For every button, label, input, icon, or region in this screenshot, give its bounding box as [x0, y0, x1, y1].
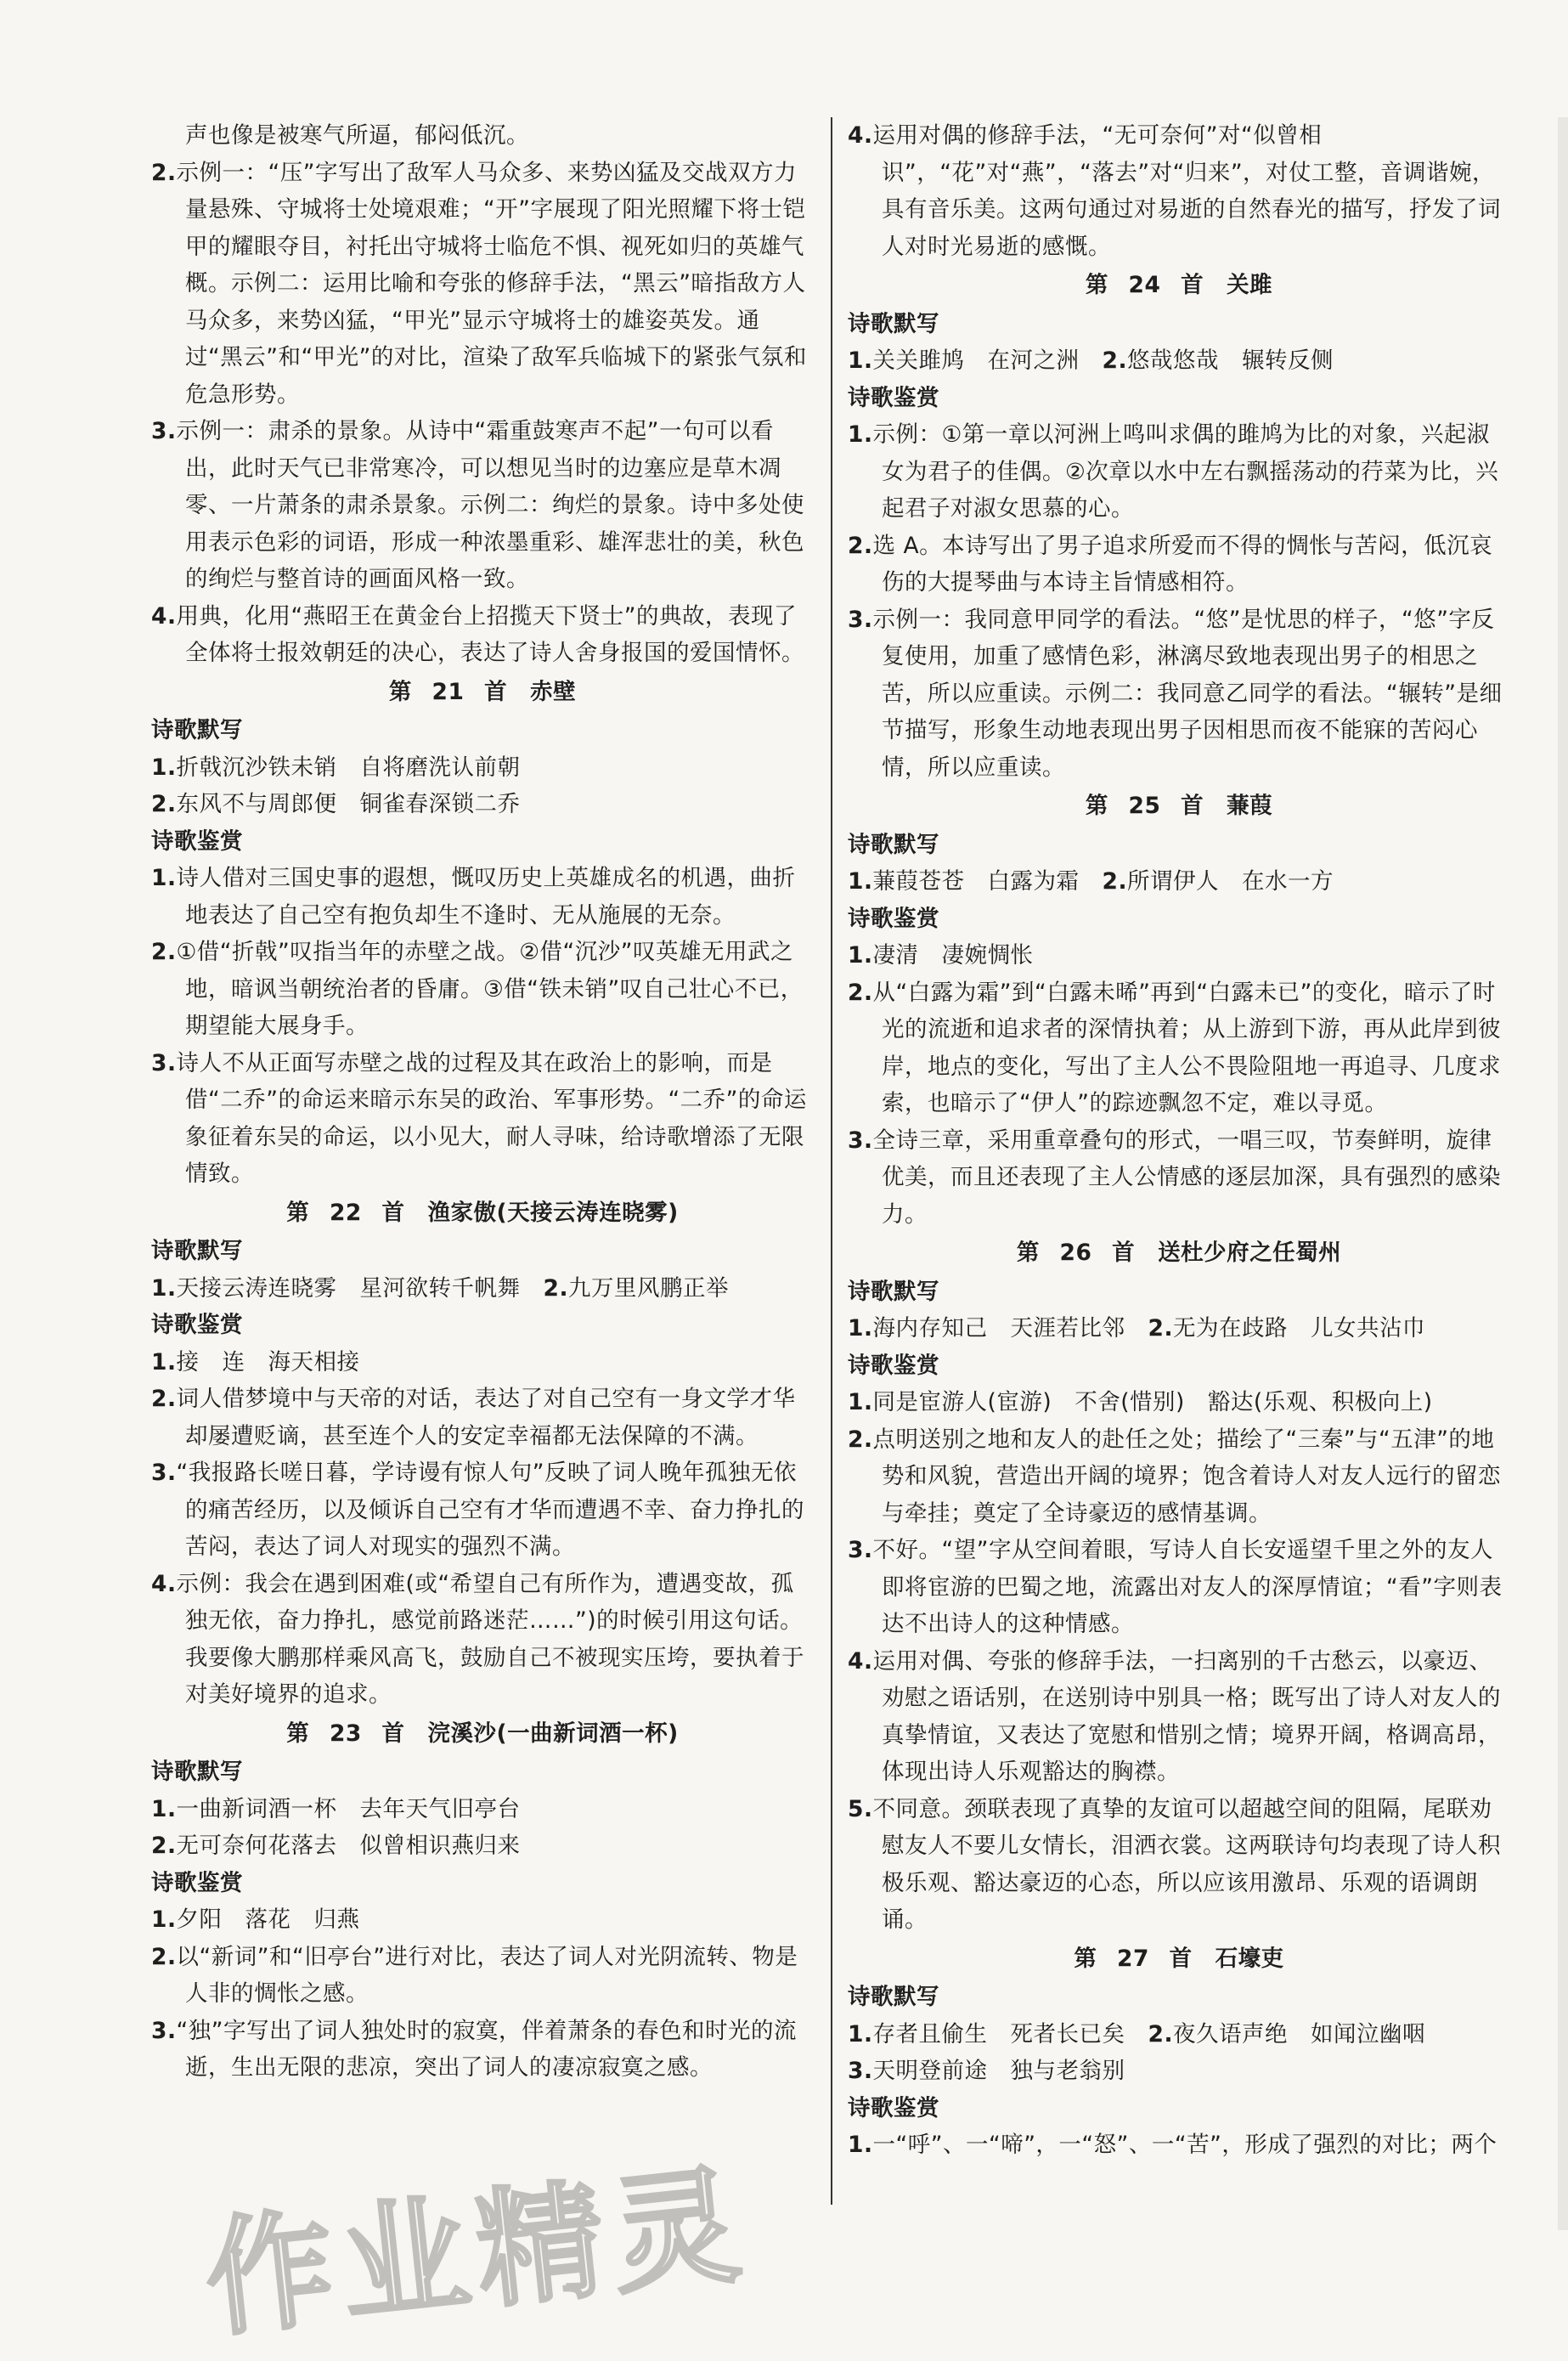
write-item [151, 1270, 814, 1308]
item-number: 1. [848, 347, 873, 374]
item-text: 示例一：我同意甲同学的看法。“悠”是忧思的样子，“悠”字反复使用，加重了感情色彩，淋漓尽致地表现出男子的相思之苦，所以应重读。示例二：我同意乙同学的看法。“辗转”是细节描写，形象生动地表现出男子因相思而夜不能寐的苦闷心情，所以应重读。 [872, 606, 1503, 781]
column-divider [831, 117, 832, 2205]
answer-item [151, 860, 814, 934]
answer-item [848, 602, 1510, 787]
item-text: 天明登前途 独与老翁别 [872, 2058, 1125, 2084]
poem-23-write-label: 诗歌默写 [151, 1759, 243, 1785]
answer-item [848, 1532, 1510, 1643]
item-number: 3. [848, 2058, 873, 2084]
poem-23-title: 第 23 首 浣溪沙(一曲新词酒一杯) [286, 1720, 679, 1747]
poem-22-section [151, 1195, 814, 1714]
item-number: 4. [848, 1647, 873, 1675]
item-text: 用典，化用“燕昭王在黄金台上招揽天下贤士”的典故，表现了全体将士报效朝廷的决心，表达了诗人舍身报国的爱国情怀。 [176, 602, 804, 666]
poem-21-write-label: 诗歌默写 [151, 717, 243, 743]
poem-23-continued [848, 117, 1510, 265]
item-text: 运用对偶的修辞手法，“无可奈何”对“似曾相识”，“花”对“燕”，“落去”对“归来”，对仗工整，音调谐婉，具有音乐美。这两句通过对易逝的自然春光的描写，抒发了词人对时光易逝的感慨。 [872, 122, 1501, 260]
item-number: 1. [151, 865, 177, 891]
poem-24-section [848, 267, 1510, 786]
item-number: 1. [848, 2020, 873, 2048]
item-number: 2. [151, 1386, 177, 1412]
item-number: 2. [151, 939, 177, 965]
item-text: 所谓伊人 在水一方 [1127, 868, 1334, 895]
item-number: 4. [151, 1570, 177, 1597]
poem-21-section [151, 674, 814, 1193]
answer-item [848, 1122, 1510, 1234]
item-number: 4. [848, 122, 873, 149]
answer-item [151, 155, 814, 414]
item-number: 2. [1102, 868, 1128, 895]
poem-23-section [151, 1715, 814, 2087]
poem-27-title: 第 27 首 石壕吏 [1074, 1945, 1284, 1972]
item-text: 不好。“望”字从空间着眼，写诗人自长安遥望千里之外的友人即将宦游的巴蜀之地，流露出对友人的深厚情谊；“看”字则表达不出诗人的这种情感。 [872, 1537, 1503, 1637]
poem-23-appr-items [151, 1901, 814, 2087]
item-number: 2. [151, 1943, 177, 1970]
answer-item [151, 2013, 814, 2087]
write-item [848, 342, 1510, 380]
poem-21-appr-items [151, 860, 814, 1193]
item-number: 1. [848, 942, 873, 969]
write-item [151, 1827, 814, 1865]
item-text: 东风不与周郎便 铜雀春深锁二乔 [176, 791, 521, 817]
item-number: 3. [848, 1537, 873, 1563]
item-text: 蒹葭苍苍 白露为霜 [872, 868, 1103, 895]
poem-27-section [848, 1940, 1510, 2164]
item-text: 从“白露为霜”到“白露未晞”再到“白露未已”的变化，暗示了时光的流逝和追求者的深情执着；从上游到下游，再从此岸到彼岸，地点的变化，写出了主人公不畏险阻地一再追寻、几度求索，也暗示了“伊人”的踪迹飘忽不定，难以寻觅。 [872, 979, 1501, 1116]
poem-25-title: 第 25 首 蒹葭 [1085, 793, 1273, 819]
next-page-edge [1558, 117, 1568, 2230]
item-text: 示例一：肃杀的景象。从诗中“霜重鼓寒声不起”一句可以看出，此时天气已非常寒冷，可以想见当时的边塞应是草木凋零、一片萧条的肃杀景象。示例二：绚烂的景象。诗中多处使用表示色彩的词语，形成一种浓墨重彩、雄浑悲壮的美，秋色的绚烂与整首诗的画面风格一致。 [176, 418, 804, 592]
poem-27-appr-items [848, 2127, 1510, 2164]
poem-21-write-items [151, 749, 814, 823]
item-text: 存者且偷生 死者长已矣 [872, 2020, 1148, 2048]
item-text: 示例一：“压”字写出了敌军人马众多、来势凶猛及交战双方力量悬殊、守城将士处境艰难；“开”字展现了阳光照耀下将士铠甲的耀眼夺目，衬托出守城将士临危不惧、视死如归的英雄气概。示例二：运用比喻和夸张的修辞手法，“黑云”暗指敌方人马众多，来势凶猛，“甲光”显示守城将士的雄姿英发。通过“黑云”和“甲光”的对比，渲染了敌军兵临城下的紧张气氛和危急形势。 [176, 159, 807, 408]
answer-item [848, 1421, 1510, 1533]
poem-25-section [848, 788, 1510, 1233]
item-text: 夜久语声绝 如闻泣幽咽 [1173, 2020, 1426, 2048]
item-text: ①借“折戟”叹指当年的赤壁之战。②借“沉沙”叹英雄无用武之地，暗讽当朝统治者的昏庸。③借“铁未销”叹自己壮心不已，期望能大展身手。 [176, 939, 804, 1039]
item-text: 一曲新词酒一杯 去年天气旧亭台 [176, 1795, 521, 1822]
item-number: 3. [151, 1460, 177, 1486]
poem-23-write-items [151, 1791, 814, 1865]
item-number: 2. [151, 159, 177, 186]
poem-21-appr-label: 诗歌鉴赏 [151, 827, 243, 855]
item-text: “我报路长嗟日暮，学诗谩有惊人句”反映了词人晚年孤独无依的痛苦经历，以及倾诉自己空有才华而遭遇不幸、奋力挣扎的苦闷，表达了词人对现实的强烈不满。 [176, 1460, 804, 1560]
item-number: 1. [151, 1348, 177, 1375]
item-number: 1. [151, 754, 177, 781]
write-item [151, 749, 814, 787]
left-column [151, 117, 814, 2230]
item-text: 接 连 海天相接 [176, 1348, 360, 1375]
answer-item [848, 1643, 1510, 1791]
item-number: 2. [848, 1426, 873, 1453]
answer-item [151, 1381, 814, 1454]
poem-24-write-items [848, 342, 1510, 380]
right-column [848, 117, 1510, 2230]
answer-item [151, 1566, 814, 1714]
item-text: 关关雎鸠 在河之洲 [872, 347, 1103, 374]
answer-item [151, 934, 814, 1045]
answer-item [848, 117, 1510, 265]
item-text: 夕阳 落花 归燕 [176, 1906, 360, 1933]
watermark-logo: 作业精灵 [198, 2149, 755, 2355]
item-number: 2. [1148, 2020, 1174, 2048]
write-item [848, 1310, 1510, 1347]
item-text: 凄清 凄婉惆怅 [872, 942, 1034, 969]
item-text: 不同意。颈联表现了真挚的友谊可以超越空间的阻隔，尾联劝慰友人不要儿女情长，泪洒衣裳。这两联诗句均表现了诗人积极乐观、豁达豪迈的心态，所以应该用激昂、乐观的语调朗诵。 [872, 1795, 1501, 1933]
item-text: 一“呼”、一“啼”，一“怒”、一“苦”，形成了强烈的对比；两个 [872, 2132, 1497, 2158]
poem-26-appr-items [848, 1384, 1510, 1939]
item-text: 词人借梦境中与天帝的对话，表达了对自己空有一身文学才华却屡遭贬谪，甚至连个人的安定幸福都无法保障的不满。 [176, 1386, 796, 1449]
poem-20-answers [151, 155, 814, 672]
answer-item [848, 974, 1510, 1122]
item-number: 1. [848, 2132, 873, 2158]
item-number: 1. [151, 1274, 177, 1302]
answer-item [848, 528, 1510, 602]
item-number: 2. [543, 1274, 569, 1302]
item-text: 悠哉悠哉 辗转反侧 [1127, 347, 1334, 374]
poem-25-write-label: 诗歌默写 [848, 831, 939, 858]
item-number: 4. [151, 602, 177, 630]
answer-item [848, 2127, 1510, 2164]
item-text: 示例：我会在遇到困难(或“希望自己有所作为，遭遇变故，孤独无依，奋力挣扎，感觉前路迷茫……”)的时候引用这句话。我要像大鹏那样乘风高飞，鼓励自己不被现实压垮，要执着于对美好境界的追求。 [176, 1570, 804, 1708]
item-number: 3. [848, 1127, 873, 1154]
poem-26-title: 第 26 首 送杜少府之任蜀州 [1016, 1240, 1342, 1266]
item-text: 九万里风鹏正举 [568, 1274, 730, 1302]
poem-25-write-items [848, 863, 1510, 901]
item-text: 无可奈何花落去 似曾相识燕归来 [176, 1833, 521, 1859]
answer-item [151, 1344, 814, 1381]
poem-26-appr-label: 诗歌鉴赏 [848, 1352, 939, 1379]
item-number: 3. [151, 418, 177, 444]
item-text: 天接云涛连晓雾 星河欲转千帆舞 [176, 1274, 544, 1302]
item-text: 选 A。本诗写出了男子追求所爱而不得的惆怅与苦闷，低沉哀伤的大提琴曲与本诗主旨情感相符。 [872, 532, 1493, 596]
item-number: 1. [848, 1315, 873, 1341]
poem-25-appr-label: 诗歌鉴赏 [848, 905, 939, 932]
item-number: 1. [848, 868, 873, 895]
item-number: 2. [1102, 347, 1128, 374]
item-text: 同是宦游人(宦游) 不舍(惜别) 豁达(乐观、积极向上) [872, 1389, 1433, 1415]
answer-item [848, 1384, 1510, 1421]
poem-26-section [848, 1234, 1510, 1939]
item-text: 示例：①第一章以河洲上鸣叫求偶的雎鸠为比的对象，兴起淑女为君子的佳偶。②次章以水中左右飘摇荡动的荇菜为比，兴起君子对淑女思慕的心。 [872, 421, 1499, 522]
item-number: 2. [151, 791, 177, 817]
poem-27-appr-label: 诗歌鉴赏 [848, 2094, 939, 2121]
answer-item [151, 598, 814, 672]
item-text: 海内存知己 天涯若比邻 [872, 1315, 1148, 1341]
poem-27-write-label: 诗歌默写 [848, 1984, 939, 2010]
item-number: 2. [848, 532, 873, 559]
poem-26-write-items [848, 1310, 1510, 1347]
item-number: 1. [151, 1906, 177, 1933]
poem-21-title: 第 21 首 赤壁 [388, 678, 577, 705]
poem-22-appr-label: 诗歌鉴赏 [151, 1312, 243, 1338]
continued-line: 声也像是被寒气所逼，郁闷低沉。 [185, 122, 529, 149]
write-item [848, 863, 1510, 901]
poem-27-write-items [848, 2016, 1510, 2090]
poem-24-title: 第 24 首 关雎 [1085, 272, 1273, 298]
poem-24-appr-items [848, 416, 1510, 786]
poem-23-appr-label: 诗歌鉴赏 [151, 1869, 243, 1896]
item-text: 点明送别之地和友人的赴任之处；描绘了“三秦”与“五津”的地势和风貌，营造出开阔的境界；饱含着诗人对友人远行的留恋与牵挂；奠定了全诗豪迈的感情基调。 [872, 1426, 1501, 1527]
item-number: 3. [151, 1049, 177, 1076]
answer-item [151, 1045, 814, 1193]
item-number: 5. [848, 1795, 873, 1822]
poem-24-appr-label: 诗歌鉴赏 [848, 384, 939, 411]
item-text: 全诗三章，采用重章叠句的形式，一唱三叹，节奏鲜明，旋律优美，而且还表现了主人公情感的逐层加深，具有强烈的感染力。 [872, 1127, 1501, 1228]
item-text: 诗人不从正面写赤壁之战的过程及其在政治上的影响，而是借“二乔”的命运来暗示东吴的政治、军事形势。“二乔”的命运象征着东吴的命运，以小见大，耐人寻味，给诗歌增添了无限情致。 [176, 1049, 807, 1187]
item-number: 1. [848, 1389, 873, 1415]
write-item [848, 2016, 1510, 2053]
item-text: 运用对偶、夸张的修辞手法，一扫离别的千古愁云，以豪迈、劝慰之语话别，在送别诗中别具一格；既写出了诗人对友人的真挚情谊，又表达了宽慰和惜别之情；境界开阔，格调高昂，体现出诗人乐观豁达的胸襟。 [872, 1647, 1501, 1785]
answer-item [848, 937, 1510, 974]
item-text: 以“新词”和“旧亭台”进行对比，表达了词人对光阴流转、物是人非的惆怅之感。 [176, 1943, 798, 2007]
poem-22-write-items [151, 1270, 814, 1308]
answer-item [151, 413, 814, 598]
write-item [848, 2053, 1510, 2090]
answer-item [151, 1454, 814, 1566]
item-number: 1. [151, 1795, 177, 1822]
answer-item [848, 1791, 1510, 1939]
item-number: 2. [151, 1833, 177, 1859]
answer-item [848, 416, 1510, 528]
poem-26-write-label: 诗歌默写 [848, 1278, 939, 1305]
item-number: 3. [848, 606, 873, 633]
item-text: 折戟沉沙铁未销 自将磨洗认前朝 [176, 754, 521, 781]
poem-22-write-label: 诗歌默写 [151, 1238, 243, 1264]
item-text: 无为在歧路 儿女共沾巾 [1173, 1315, 1426, 1341]
write-item [151, 1791, 814, 1828]
answer-item [151, 1901, 814, 1939]
item-text: “独”字写出了词人独处时的寂寞，伴着萧条的春色和时光的流逝，生出无限的悲凉，突出了词人的凄凉寂寞之感。 [176, 2017, 797, 2081]
item-number: 2. [848, 979, 873, 1006]
poem-22-title: 第 22 首 渔家傲(天接云涛连晓雾) [286, 1199, 679, 1226]
item-text: 诗人借对三国史事的遐想，慨叹历史上英雄成名的机遇，曲折地表达了自己空有抱负却生不逢时、无从施展的无奈。 [176, 865, 796, 929]
answer-item [151, 1939, 814, 2013]
write-item [151, 786, 814, 823]
item-number: 1. [848, 421, 873, 448]
item-number: 2. [1148, 1315, 1174, 1341]
poem-25-appr-items [848, 937, 1510, 1233]
item-number: 3. [151, 2017, 177, 2044]
poem-22-appr-items [151, 1344, 814, 1714]
poem-24-write-label: 诗歌默写 [848, 310, 939, 337]
